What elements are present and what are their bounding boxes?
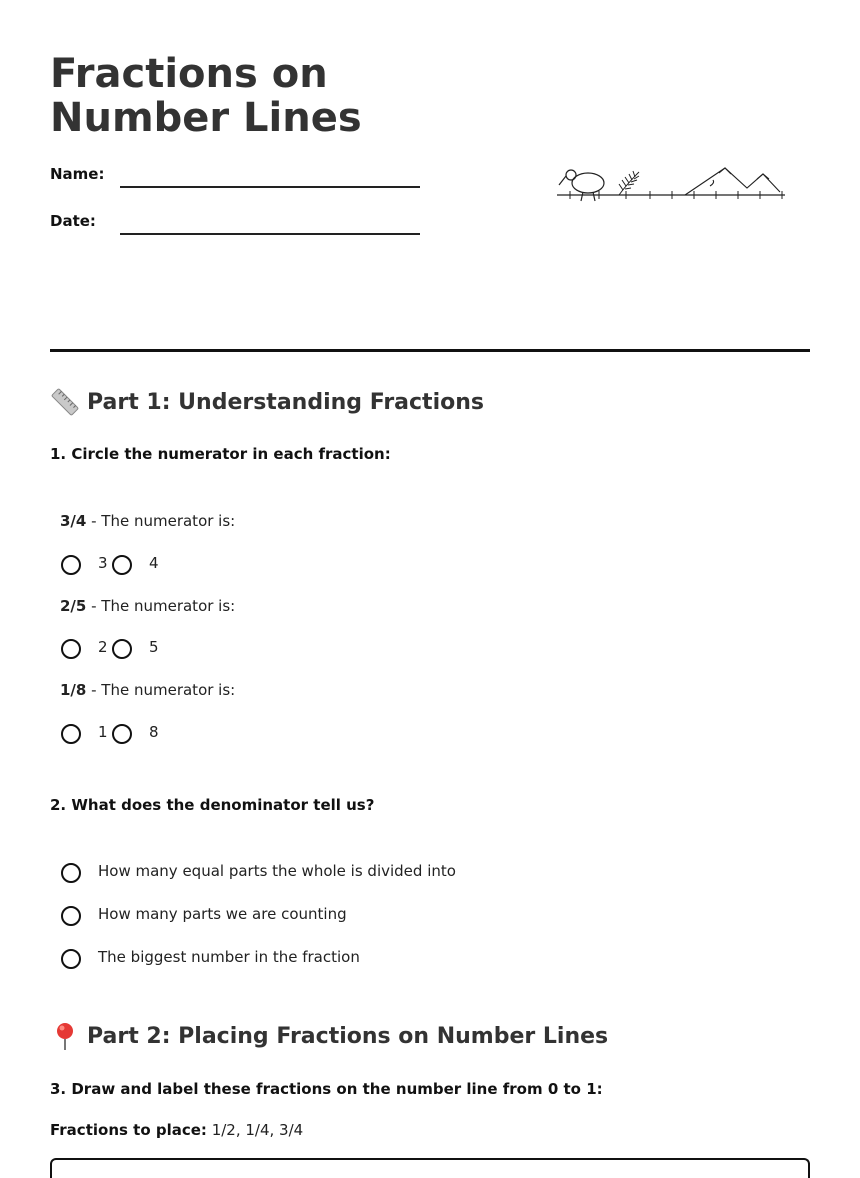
option-label: 1	[98, 723, 108, 741]
number-line-answer-box[interactable]	[50, 1158, 810, 1178]
name-label: Name:	[50, 165, 105, 183]
question-2: 2. What does the denominator tell us?	[50, 796, 375, 814]
radio-option[interactable]	[61, 555, 81, 575]
fraction-1-prompt: - The numerator is:	[86, 512, 236, 530]
option-label: How many parts we are counting	[98, 905, 347, 923]
mountains-icon	[685, 168, 780, 195]
place-values: 1/2, 1/4, 3/4	[206, 1121, 304, 1139]
fern-icon	[619, 171, 639, 195]
fraction-item-3	[60, 681, 235, 699]
part1-heading	[50, 387, 484, 417]
date-label: Date:	[50, 212, 96, 230]
radio-option[interactable]	[61, 863, 81, 883]
ruler-icon	[50, 387, 80, 417]
option-label: 2	[98, 638, 108, 656]
fraction-3-prompt: - The numerator is:	[86, 681, 236, 699]
fraction-item-1	[60, 512, 235, 530]
option-label: 5	[149, 638, 159, 656]
radio-option[interactable]	[112, 639, 132, 659]
place-label: Fractions to place:	[50, 1121, 207, 1139]
option-label: 4	[149, 554, 159, 572]
radio-option[interactable]	[61, 724, 81, 744]
question-3: 3. Draw and label these fractions on the number line from 0 to 1:	[50, 1080, 603, 1098]
fraction-2-prompt: - The numerator is:	[86, 597, 236, 615]
part2-heading	[50, 1021, 608, 1051]
part2-heading-text: Part 2: Placing Fractions on Number Lines	[87, 1023, 609, 1049]
option-label: 3	[98, 554, 108, 572]
fractions-to-place	[50, 1121, 303, 1139]
radio-option[interactable]	[61, 906, 81, 926]
fraction-2: 2/5	[60, 597, 87, 615]
question-1: 1. Circle the numerator in each fraction:	[50, 445, 391, 463]
radio-option[interactable]	[61, 949, 81, 969]
kiwi-bird-icon	[559, 170, 604, 201]
option-label: 8	[149, 723, 159, 741]
number-line-illustration	[535, 52, 805, 217]
section-divider	[50, 349, 810, 352]
fraction-3: 1/8	[60, 681, 87, 699]
pushpin-icon	[50, 1021, 80, 1051]
date-field[interactable]	[120, 233, 420, 235]
fraction-item-2	[60, 597, 235, 615]
option-label: The biggest number in the fraction	[98, 948, 360, 966]
page-title: Fractions on Number Lines	[50, 51, 362, 141]
part1-heading-text: Part 1: Understanding Fractions	[87, 389, 484, 415]
fraction-1: 3/4	[60, 512, 87, 530]
option-label: How many equal parts the whole is divided into	[98, 862, 456, 880]
name-field[interactable]	[120, 186, 420, 188]
radio-option[interactable]	[112, 724, 132, 744]
radio-option[interactable]	[112, 555, 132, 575]
radio-option[interactable]	[61, 639, 81, 659]
